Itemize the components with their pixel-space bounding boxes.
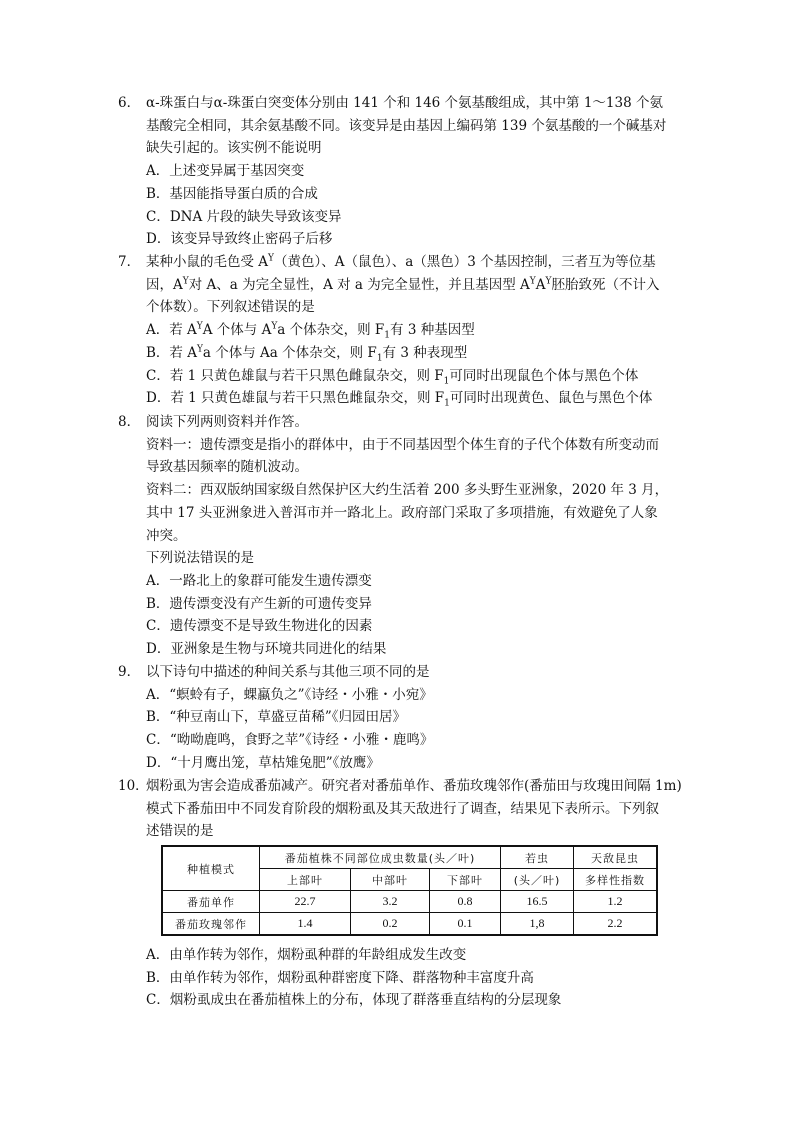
superscript: Y: [268, 253, 274, 264]
text: 有 3 种基因型: [390, 322, 475, 339]
stem-line: 以下诗句中描述的种间关系与其他三项不同的是: [146, 664, 430, 680]
option-a: A．由单作转为邻作，烟粉虱种群的年龄组成发生改变: [146, 947, 467, 963]
question-stem: [146, 775, 698, 843]
question-number: 6．: [118, 95, 141, 111]
stem-line: 模式下番茄田中不同发育阶段的烟粉虱及其天敌进行了调查，结果见下表所示。下列叙: [146, 800, 659, 817]
text: 某种小鼠的毛色受 A: [146, 254, 269, 270]
cell-upper: 22.7: [260, 891, 351, 913]
subscript: 1: [443, 376, 450, 387]
question-10: [118, 775, 698, 843]
superscript: Y: [182, 276, 189, 287]
superscript: Y: [271, 321, 278, 332]
stem-line: 烟粉虱为害会造成番茄减产。研究者对番茄单作、番茄玫瑰邻作(番茄田与玫瑰田间隔 1m): [146, 778, 682, 794]
text: 因，A: [146, 276, 183, 293]
superscript: Y: [529, 276, 536, 287]
cell-mode: 番茄单作: [162, 891, 260, 913]
header-natural-enemy: 天敌昆虫: [574, 846, 658, 869]
question-stem: [146, 92, 698, 160]
stem-line: 下列说法错误的是: [146, 550, 254, 567]
header-diversity-index: 多样性指数: [574, 869, 658, 891]
table-row: [162, 913, 657, 936]
question-stem: [146, 411, 698, 570]
question-number: 9．: [118, 664, 141, 680]
question-6: [118, 92, 698, 251]
question-7: [118, 251, 698, 410]
stem-line: 冲突。: [146, 527, 187, 544]
header-middle-leaf: 中部叶: [351, 869, 430, 891]
option-d: D．亚洲象是生物与环境共同进化的结果: [146, 641, 387, 658]
option-b: B．由单作转为邻作，烟粉虱种群密度下降、群落物种丰富度升高: [146, 969, 534, 986]
superscript: Y: [545, 276, 552, 287]
table-row: [162, 891, 657, 913]
text: C．若 1 只黄色雄鼠与若干只黑色雌鼠杂交，则 F: [146, 367, 444, 384]
question-number: 10．: [118, 778, 149, 794]
option-a: A．一路北上的象群可能发生遗传漂变: [146, 572, 372, 589]
option-b: B．遗传漂变没有产生新的可遗传变异: [146, 595, 372, 612]
text: 可同时出现鼠色个体与黑色个体: [449, 367, 639, 384]
option-c: [146, 365, 698, 388]
cell-upper: 1.4: [260, 913, 351, 936]
option-b: B．基因能指导蛋白质的合成: [146, 185, 318, 202]
header-lower-leaf: 下部叶: [430, 869, 501, 891]
question-stem: [146, 251, 698, 319]
header-larva-unit: (头／叶): [501, 869, 574, 891]
cell-mode: 番茄玫瑰邻作: [162, 913, 260, 936]
question-stem: [146, 661, 698, 684]
subscript: 1: [384, 330, 391, 341]
cell-larva: 1,8: [501, 913, 574, 936]
text: A．若 A: [146, 322, 197, 339]
cell-larva: 16.5: [501, 891, 574, 913]
stem-line: 资料二：西双版纳国家级自然保护区大约生活着 200 多头野生亚洲象，2020 年 3 月，: [146, 482, 669, 499]
cell-diversity: 1.2: [574, 891, 658, 913]
question-number: 7．: [118, 254, 141, 270]
option-b: [146, 342, 698, 365]
text: a 个体与 Aa 个体杂交，则 F: [202, 344, 377, 361]
option-d: D．该变异导致终止密码子后移: [146, 231, 333, 248]
cell-lower: 0.8: [430, 891, 501, 913]
option-a: A．“螟蛉有子，蜾蠃负之”《诗经・小雅・小宛》: [146, 686, 433, 703]
question-number: 8．: [118, 414, 141, 430]
text: 对 A、a 为完全显性，A 对 a 为完全显性，并且基因型 A: [188, 276, 530, 293]
text: a 个体杂交，则 F: [277, 322, 385, 339]
question-10-options: [118, 944, 698, 1012]
subscript: 1: [376, 353, 383, 364]
text: A: [535, 276, 546, 293]
cell-middle: 0.2: [351, 913, 430, 936]
header-upper-leaf: 上部叶: [260, 869, 351, 891]
superscript: Y: [196, 321, 203, 332]
option-a: [146, 319, 698, 342]
stem-line: 缺失引起的。该实例不能说明: [146, 140, 322, 157]
stem-line: α-珠蛋白与α-珠蛋白突变体分别由 141 个和 146 个氨基酸组成，其中第 1～138 个氨: [146, 95, 663, 111]
superscript: Y: [196, 344, 203, 355]
stem-line: [146, 274, 698, 297]
subscript: 1: [444, 398, 450, 409]
text: B．若 A: [146, 344, 197, 361]
header-adult-count: 番茄植株不同部位成虫数量(头／叶): [260, 846, 501, 869]
option-b: B．“种豆南山下，草盛豆苗稀”《归园田居》: [146, 709, 406, 726]
stem-line: 资料一：遗传漂变是指小的群体中，由于不同基因型个体生育的子代个体数有所变动而: [146, 436, 659, 453]
header-planting-mode: 种植模式: [162, 846, 260, 891]
text: 有 3 种表现型: [382, 344, 468, 361]
option-c: C．遗传漂变不是导致生物进化的因素: [146, 618, 373, 635]
stem-line: 阅读下列两则资料并作答。: [146, 414, 308, 430]
header-larva: 若虫: [501, 846, 574, 869]
cell-lower: 0.1: [430, 913, 501, 936]
option-c: C．烟粉虱成虫在番茄植株上的分布，体现了群落垂直结构的分层现象: [146, 992, 562, 1009]
question-8: [118, 411, 698, 661]
option-d: D．“十月鹰出笼，草枯雉兔肥”《放鹰》: [146, 754, 380, 771]
text: 胚胎致死（不计入: [551, 276, 660, 293]
stem-line: 述错误的是: [146, 823, 214, 840]
cell-middle: 3.2: [351, 891, 430, 913]
stem-line: 其中 17 头亚洲象进入普洱市并一路北上。政府部门采取了多项措施，有效避免了人象: [146, 504, 658, 521]
text: 可同时出现黄色、鼠色与黑色个体: [449, 390, 653, 407]
option-d: [146, 387, 698, 410]
stem-line: [146, 251, 698, 274]
stem-line: 导致基因频率的随机波动。: [146, 459, 308, 476]
text: （黄色）、A（鼠色）、a（黑色）3 个基因控制，三者互为等位基: [274, 254, 656, 270]
text: A 个体与 A: [202, 322, 272, 339]
stem-line: 基酸完全相同，其余氨基酸不同。该变异是由基因上编码第 139 个氨基酸的一个碱基对: [146, 117, 667, 134]
option-a: A．上述变异属于基因突变: [146, 163, 305, 180]
option-c: C．“呦呦鹿鸣，食野之苹”《诗经・小雅・鹿鸣》: [146, 732, 434, 749]
option-c: C．DNA 片段的缺失导致该变异: [146, 208, 342, 225]
text: D．若 1 只黄色雄鼠与若干只黑色雌鼠杂交，则 F: [146, 390, 445, 407]
stem-line: 个体数）。下列叙述错误的是: [146, 299, 315, 316]
question-9: [118, 661, 698, 775]
cell-diversity: 2.2: [574, 913, 658, 936]
survey-table: [161, 845, 658, 936]
